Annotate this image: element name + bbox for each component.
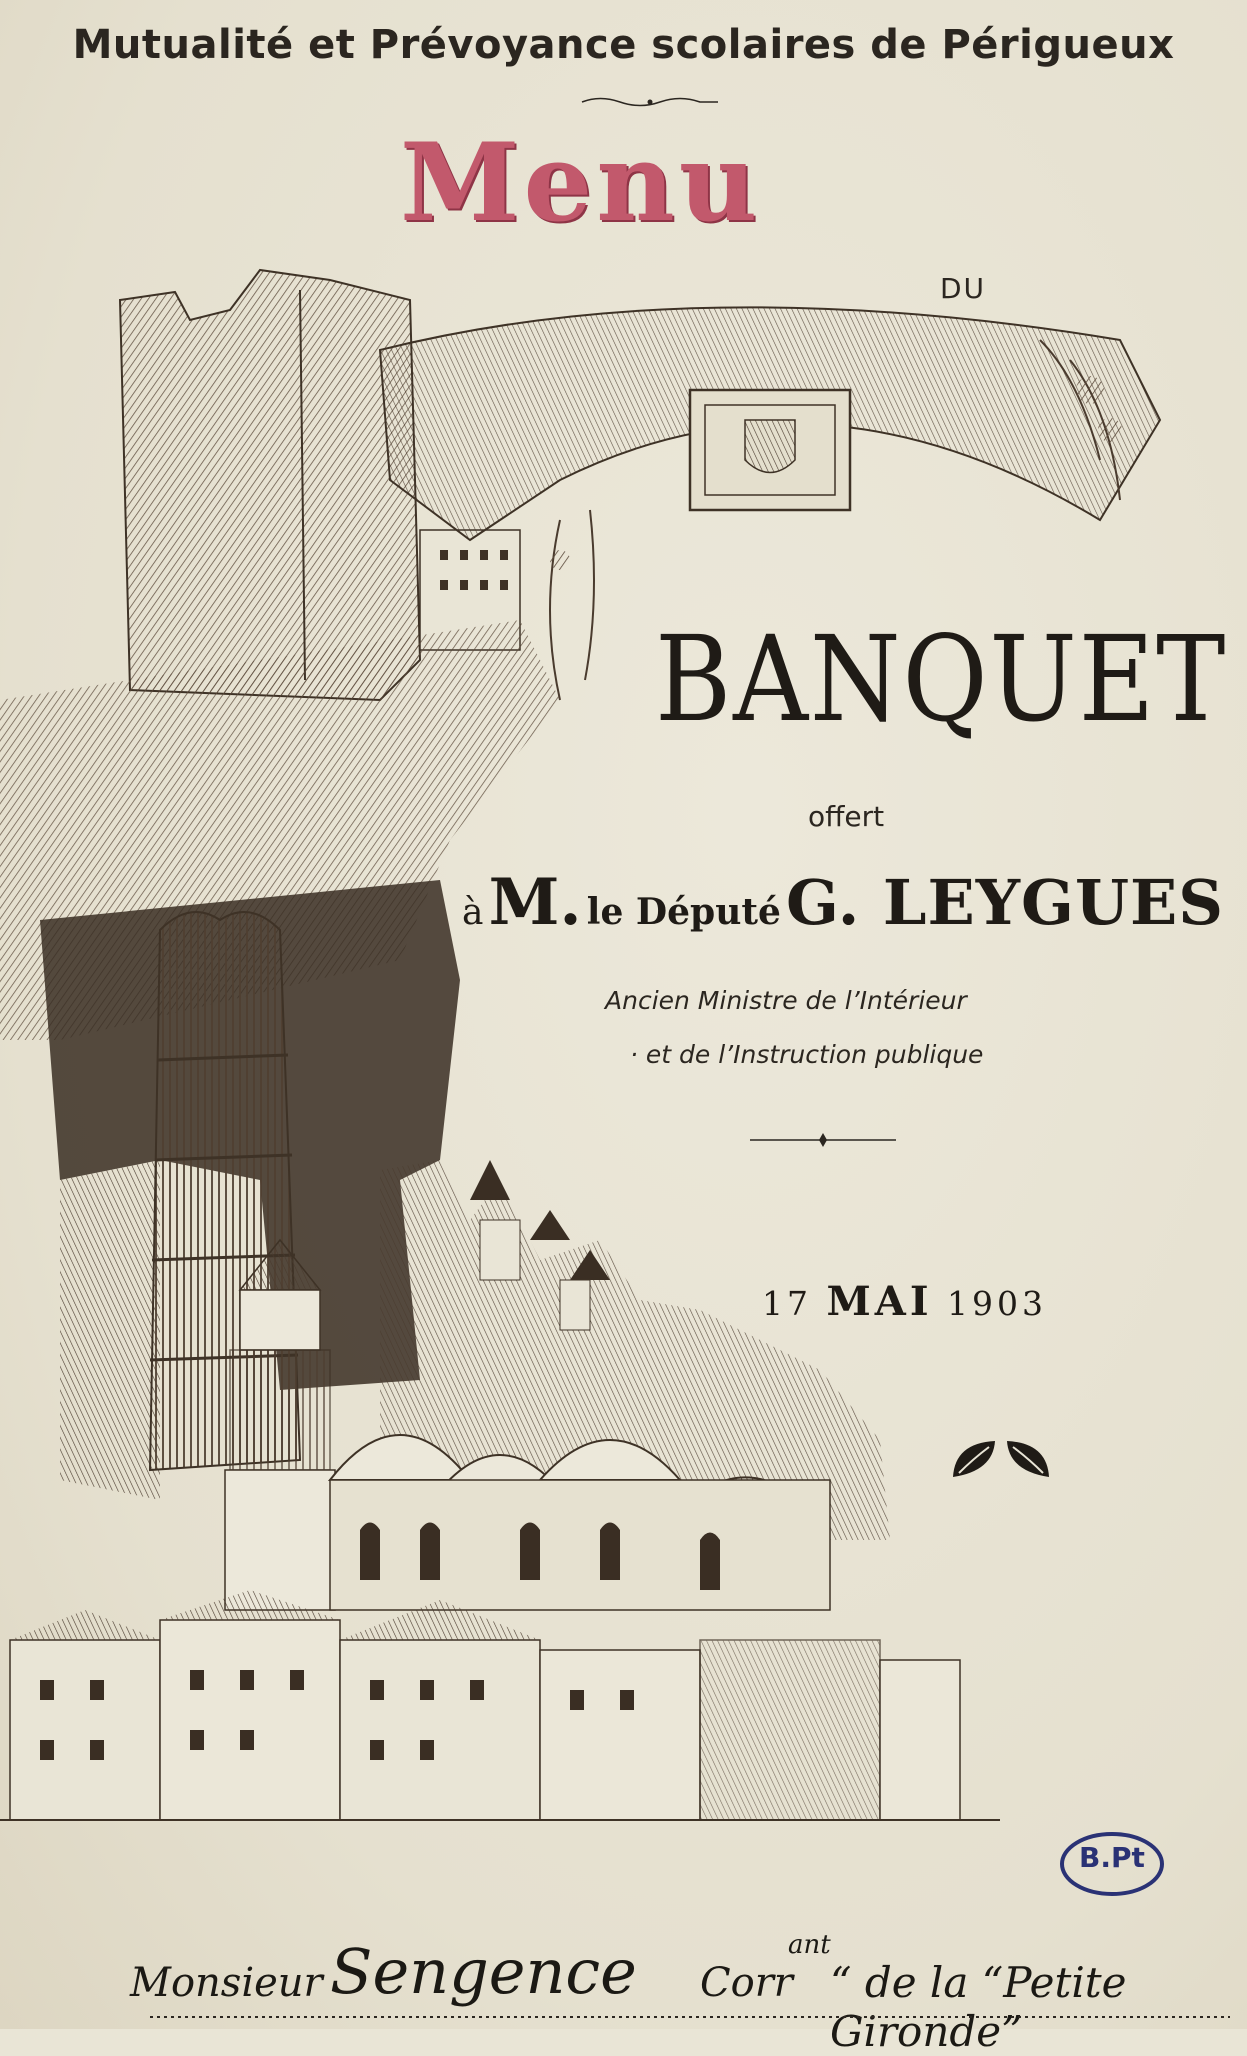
stamp-text: B.Pt <box>1079 1841 1145 1874</box>
honoree-prefix: à <box>462 892 484 933</box>
date-year: 1903 <box>947 1284 1048 1323</box>
riverside-houses <box>0 1590 1000 1820</box>
honoree-m: M. <box>488 865 582 940</box>
leaf-ornament-icon <box>945 1435 1057 1485</box>
event-date <box>762 1278 1047 1325</box>
office-line-2: · et de l’Instruction publique <box>630 1040 984 1069</box>
inscription-role-superscript: ant <box>788 1930 831 1960</box>
date-day: 17 <box>762 1284 812 1323</box>
menu-title: Menu <box>400 120 762 246</box>
inscription-newspaper: “ de la “Petite Gironde” <box>830 1958 1127 2056</box>
banquet-title: BANQUET <box>655 610 1228 748</box>
flourish-ornament <box>580 95 720 109</box>
inscription-role: Corr <box>700 1960 793 2006</box>
office-line-1: Ancien Ministre de l’Intérieur <box>605 986 967 1015</box>
association-title: Mutualité et Prévoyance scolaires de Périgueux <box>72 22 1175 68</box>
inscription-name: Sengence <box>330 1935 637 2008</box>
du-label: DU <box>940 272 987 305</box>
honoree-name: G. LEYGUES <box>786 866 1225 939</box>
date-month: MAI <box>826 1278 933 1325</box>
divider-ornament <box>750 1128 896 1152</box>
ruined-tower <box>120 270 420 700</box>
honoree-title: le Député <box>586 891 781 933</box>
dotted-signature-line <box>150 2016 1230 2018</box>
perigueux-illustration <box>0 280 1247 1840</box>
inscription-civility: Monsieur <box>130 1960 323 2006</box>
honoree-line <box>462 865 1224 940</box>
offert-label: offert <box>808 800 885 833</box>
